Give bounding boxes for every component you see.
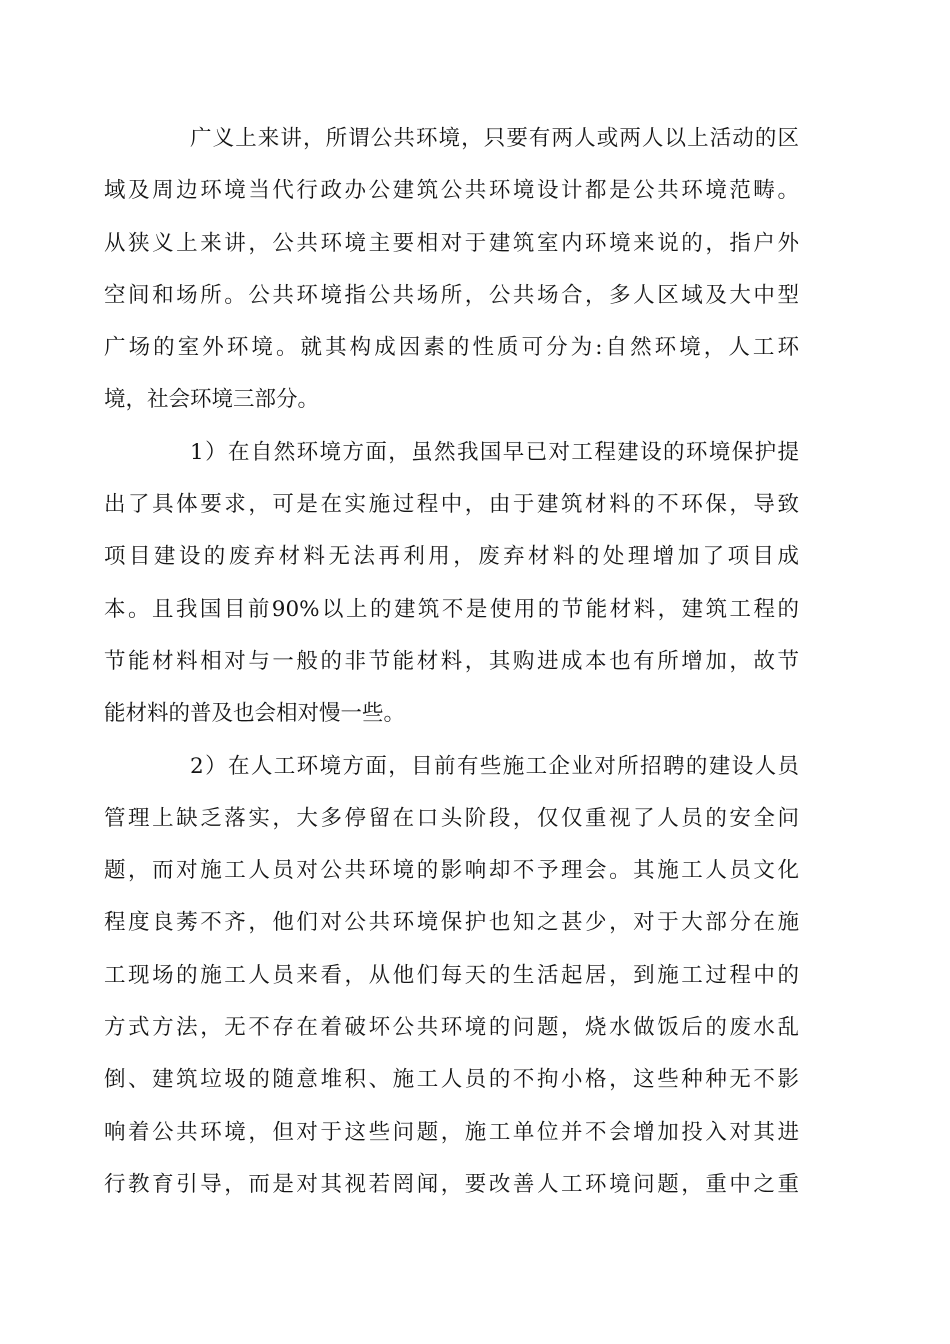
- text-line: 行教育引导，而是对其视若罔闻，要改善人工环境问题，重中之重: [104, 1171, 799, 1197]
- text-line: 方式方法，无不存在着破坏公共环境的问题，烧水做饭后的废水乱: [104, 1015, 799, 1041]
- paragraph-public-environment: [104, 113, 799, 427]
- text-line: 空间和场所。公共环境指公共场所，公共场合，多人区域及大中型: [104, 282, 799, 308]
- text-line: 题，而对施工人员对公共环境的影响却不予理会。其施工人员文化: [104, 858, 799, 884]
- text-line: 广场的室外环境。就其构成因素的性质可分为:自然环境，人工环: [104, 335, 799, 361]
- text-line: 1）在自然环境方面，虽然我国早已对工程建设的环境保护提: [190, 439, 799, 465]
- paragraph-artificial-environment: [104, 741, 799, 1212]
- document-body: [104, 113, 799, 1211]
- text-line: 响着公共环境，但对于这些问题，施工单位并不会增加投入对其进: [104, 1119, 799, 1145]
- text-line: 出了具体要求，可是在实施过程中，由于建筑材料的不环保，导致: [104, 492, 799, 518]
- text-line: 境，社会环境三部分。: [104, 387, 320, 413]
- text-line: 程度良莠不齐，他们对公共环境保护也知之甚少，对于大部分在施: [104, 910, 799, 936]
- text-line: 管理上缺乏落实，大多停留在口头阶段，仅仅重视了人员的安全问: [104, 805, 799, 831]
- text-line: 广义上来讲，所谓公共环境，只要有两人或两人以上活动的区: [190, 126, 799, 151]
- text-line: 2）在人工环境方面，目前有些施工企业对所招聘的建设人员: [190, 753, 799, 779]
- text-line: 本。且我国目前90%以上的建筑不是使用的节能材料，建筑工程的: [104, 596, 799, 622]
- text-line: 从狭义上来讲，公共环境主要相对于建筑室内环境来说的，指户外: [104, 230, 799, 256]
- text-line: 能材料的普及也会相对慢一些。: [104, 701, 406, 727]
- paragraph-natural-environment: [104, 427, 799, 741]
- text-line: 项目建设的废弃材料无法再利用，废弃材料的处理增加了项目成: [104, 544, 799, 570]
- text-line: 域及周边环境当代行政办公建筑公共环境设计都是公共环境范畴。: [104, 178, 799, 204]
- text-line: 节能材料相对与一般的非节能材料，其购进成本也有所增加，故节: [104, 648, 799, 674]
- text-line: 工现场的施工人员来看，从他们每天的生活起居，到施工过程中的: [104, 962, 799, 988]
- text-line: 倒、建筑垃圾的随意堆积、施工人员的不拘小格，这些种种无不影: [104, 1067, 799, 1093]
